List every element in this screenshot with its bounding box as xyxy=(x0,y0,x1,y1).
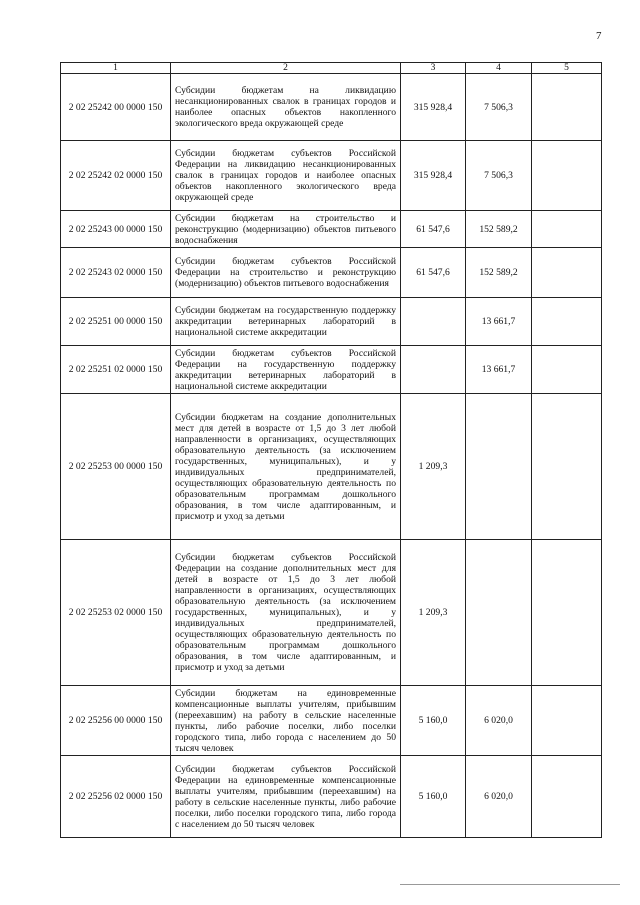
table-row xyxy=(61,394,602,540)
value-col5-cell xyxy=(532,756,602,838)
description-cell: Субсидии бюджетам на единовременные компенсационные выплаты учителям, прибывшим (переехавшим) на работу в сельские населенные пункты, либо рабочие поселки, либо поселки городского типа, либо города с населением до 50 тысяч человек xyxy=(171,686,401,756)
value-col3-cell: 5 160,0 xyxy=(401,756,466,838)
value-col5-cell xyxy=(532,248,602,298)
value-col4-cell: 6 020,0 xyxy=(466,756,532,838)
value-col4-cell: 152 589,2 xyxy=(466,211,532,248)
value-col4-cell xyxy=(466,540,532,686)
page-number: 7 xyxy=(596,30,602,42)
budget-code-cell: 2 02 25251 02 0000 150 xyxy=(61,346,171,394)
value-col3-cell: 315 928,4 xyxy=(401,74,466,141)
value-col5-cell xyxy=(532,686,602,756)
budget-code-cell: 2 02 25243 00 0000 150 xyxy=(61,211,171,248)
value-col4-cell: 7 506,3 xyxy=(466,141,532,211)
value-col3-cell xyxy=(401,298,466,346)
table-row xyxy=(61,540,602,686)
table-row xyxy=(61,298,602,346)
column-header-1: 1 xyxy=(61,63,171,74)
value-col4-cell: 152 589,2 xyxy=(466,248,532,298)
value-col3-cell: 61 547,6 xyxy=(401,211,466,248)
header-row xyxy=(61,63,602,74)
description-cell: Субсидии бюджетам на строительство и реконструкцию (модернизацию) объектов питьевого водоснабжения xyxy=(171,211,401,248)
budget-code-cell: 2 02 25243 02 0000 150 xyxy=(61,248,171,298)
value-col3-cell: 315 928,4 xyxy=(401,141,466,211)
table-row xyxy=(61,346,602,394)
value-col4-cell: 6 020,0 xyxy=(466,686,532,756)
value-col3-cell: 1 209,3 xyxy=(401,540,466,686)
table-row xyxy=(61,141,602,211)
bottom-divider xyxy=(400,884,620,885)
table-row xyxy=(61,211,602,248)
description-cell: Субсидии бюджетам на государственную поддержку аккредитации ветеринарных лабораторий в национальной системе аккредитации xyxy=(171,298,401,346)
budget-code-cell: 2 02 25253 02 0000 150 xyxy=(61,540,171,686)
description-cell: Субсидии бюджетам на создание дополнительных мест для детей в возрасте от 1,5 до 3 лет любой направленности в организациях, осуществляющих образовательную деятельность (за исключением государственных, муниципальных), и у индивидуальных предпринимателей, осуществляющих образовательную деятельность по образовательным программам дошкольного образования, в том числе адаптированным, и присмотр и уход за детьми xyxy=(171,394,401,540)
description-cell: Субсидии бюджетам на ликвидацию несанкционированных свалок в границах городов и наиболее опасных объектов накопленного экологического вреда окружающей среде xyxy=(171,74,401,141)
column-header-5: 5 xyxy=(532,63,602,74)
column-header-2: 2 xyxy=(171,63,401,74)
value-col4-cell: 13 661,7 xyxy=(466,298,532,346)
description-cell: Субсидии бюджетам субъектов Российской Федерации на строительство и реконструкцию (модернизацию) объектов питьевого водоснабжения xyxy=(171,248,401,298)
column-header-4: 4 xyxy=(466,63,532,74)
budget-code-cell: 2 02 25251 00 0000 150 xyxy=(61,298,171,346)
value-col3-cell: 5 160,0 xyxy=(401,686,466,756)
table-row xyxy=(61,756,602,838)
budget-code-cell: 2 02 25256 02 0000 150 xyxy=(61,756,171,838)
value-col5-cell xyxy=(532,74,602,141)
budget-code-cell: 2 02 25242 02 0000 150 xyxy=(61,141,171,211)
value-col5-cell xyxy=(532,540,602,686)
table-row xyxy=(61,248,602,298)
table-row xyxy=(61,74,602,141)
value-col4-cell: 7 506,3 xyxy=(466,74,532,141)
description-cell: Субсидии бюджетам субъектов Российской Федерации на ликвидацию несанкционированных свалок в границах городов и наиболее опасных объектов накопленного экологического вреда окружающей среде xyxy=(171,141,401,211)
value-col3-cell: 61 547,6 xyxy=(401,248,466,298)
value-col4-cell: 13 661,7 xyxy=(466,346,532,394)
budget-code-cell: 2 02 25253 00 0000 150 xyxy=(61,394,171,540)
table-row xyxy=(61,686,602,756)
value-col5-cell xyxy=(532,394,602,540)
value-col3-cell xyxy=(401,346,466,394)
value-col4-cell xyxy=(466,394,532,540)
table-header xyxy=(61,63,602,74)
description-cell: Субсидии бюджетам субъектов Российской Федерации на государственную поддержку аккредитации ветеринарных лабораторий в национальной системе аккредитации xyxy=(171,346,401,394)
value-col5-cell xyxy=(532,346,602,394)
description-cell: Субсидии бюджетам субъектов Российской Федерации на единовременные компенсационные выплаты учителям, прибывшим (переехавшим) на работу в сельские населенные пункты, либо рабочие поселки, либо поселки городского типа, либо города с населением до 50 тысяч человек xyxy=(171,756,401,838)
value-col5-cell xyxy=(532,298,602,346)
budget-table xyxy=(60,62,602,838)
value-col5-cell xyxy=(532,141,602,211)
value-col5-cell xyxy=(532,211,602,248)
column-header-3: 3 xyxy=(401,63,466,74)
description-cell: Субсидии бюджетам субъектов Российской Федерации на создание дополнительных мест для детей в возрасте от 1,5 до 3 лет любой направленности в организациях, осуществляющих образовательную деятельность (за исключением государственных, муниципальных), и у индивидуальных предпринимателей, осуществляющих образовательную деятельность по образовательным программам дошкольного образования, в том числе адаптированным, и присмотр и уход за детьми xyxy=(171,540,401,686)
budget-code-cell: 2 02 25256 00 0000 150 xyxy=(61,686,171,756)
budget-code-cell: 2 02 25242 00 0000 150 xyxy=(61,74,171,141)
table-body xyxy=(61,74,602,838)
value-col3-cell: 1 209,3 xyxy=(401,394,466,540)
